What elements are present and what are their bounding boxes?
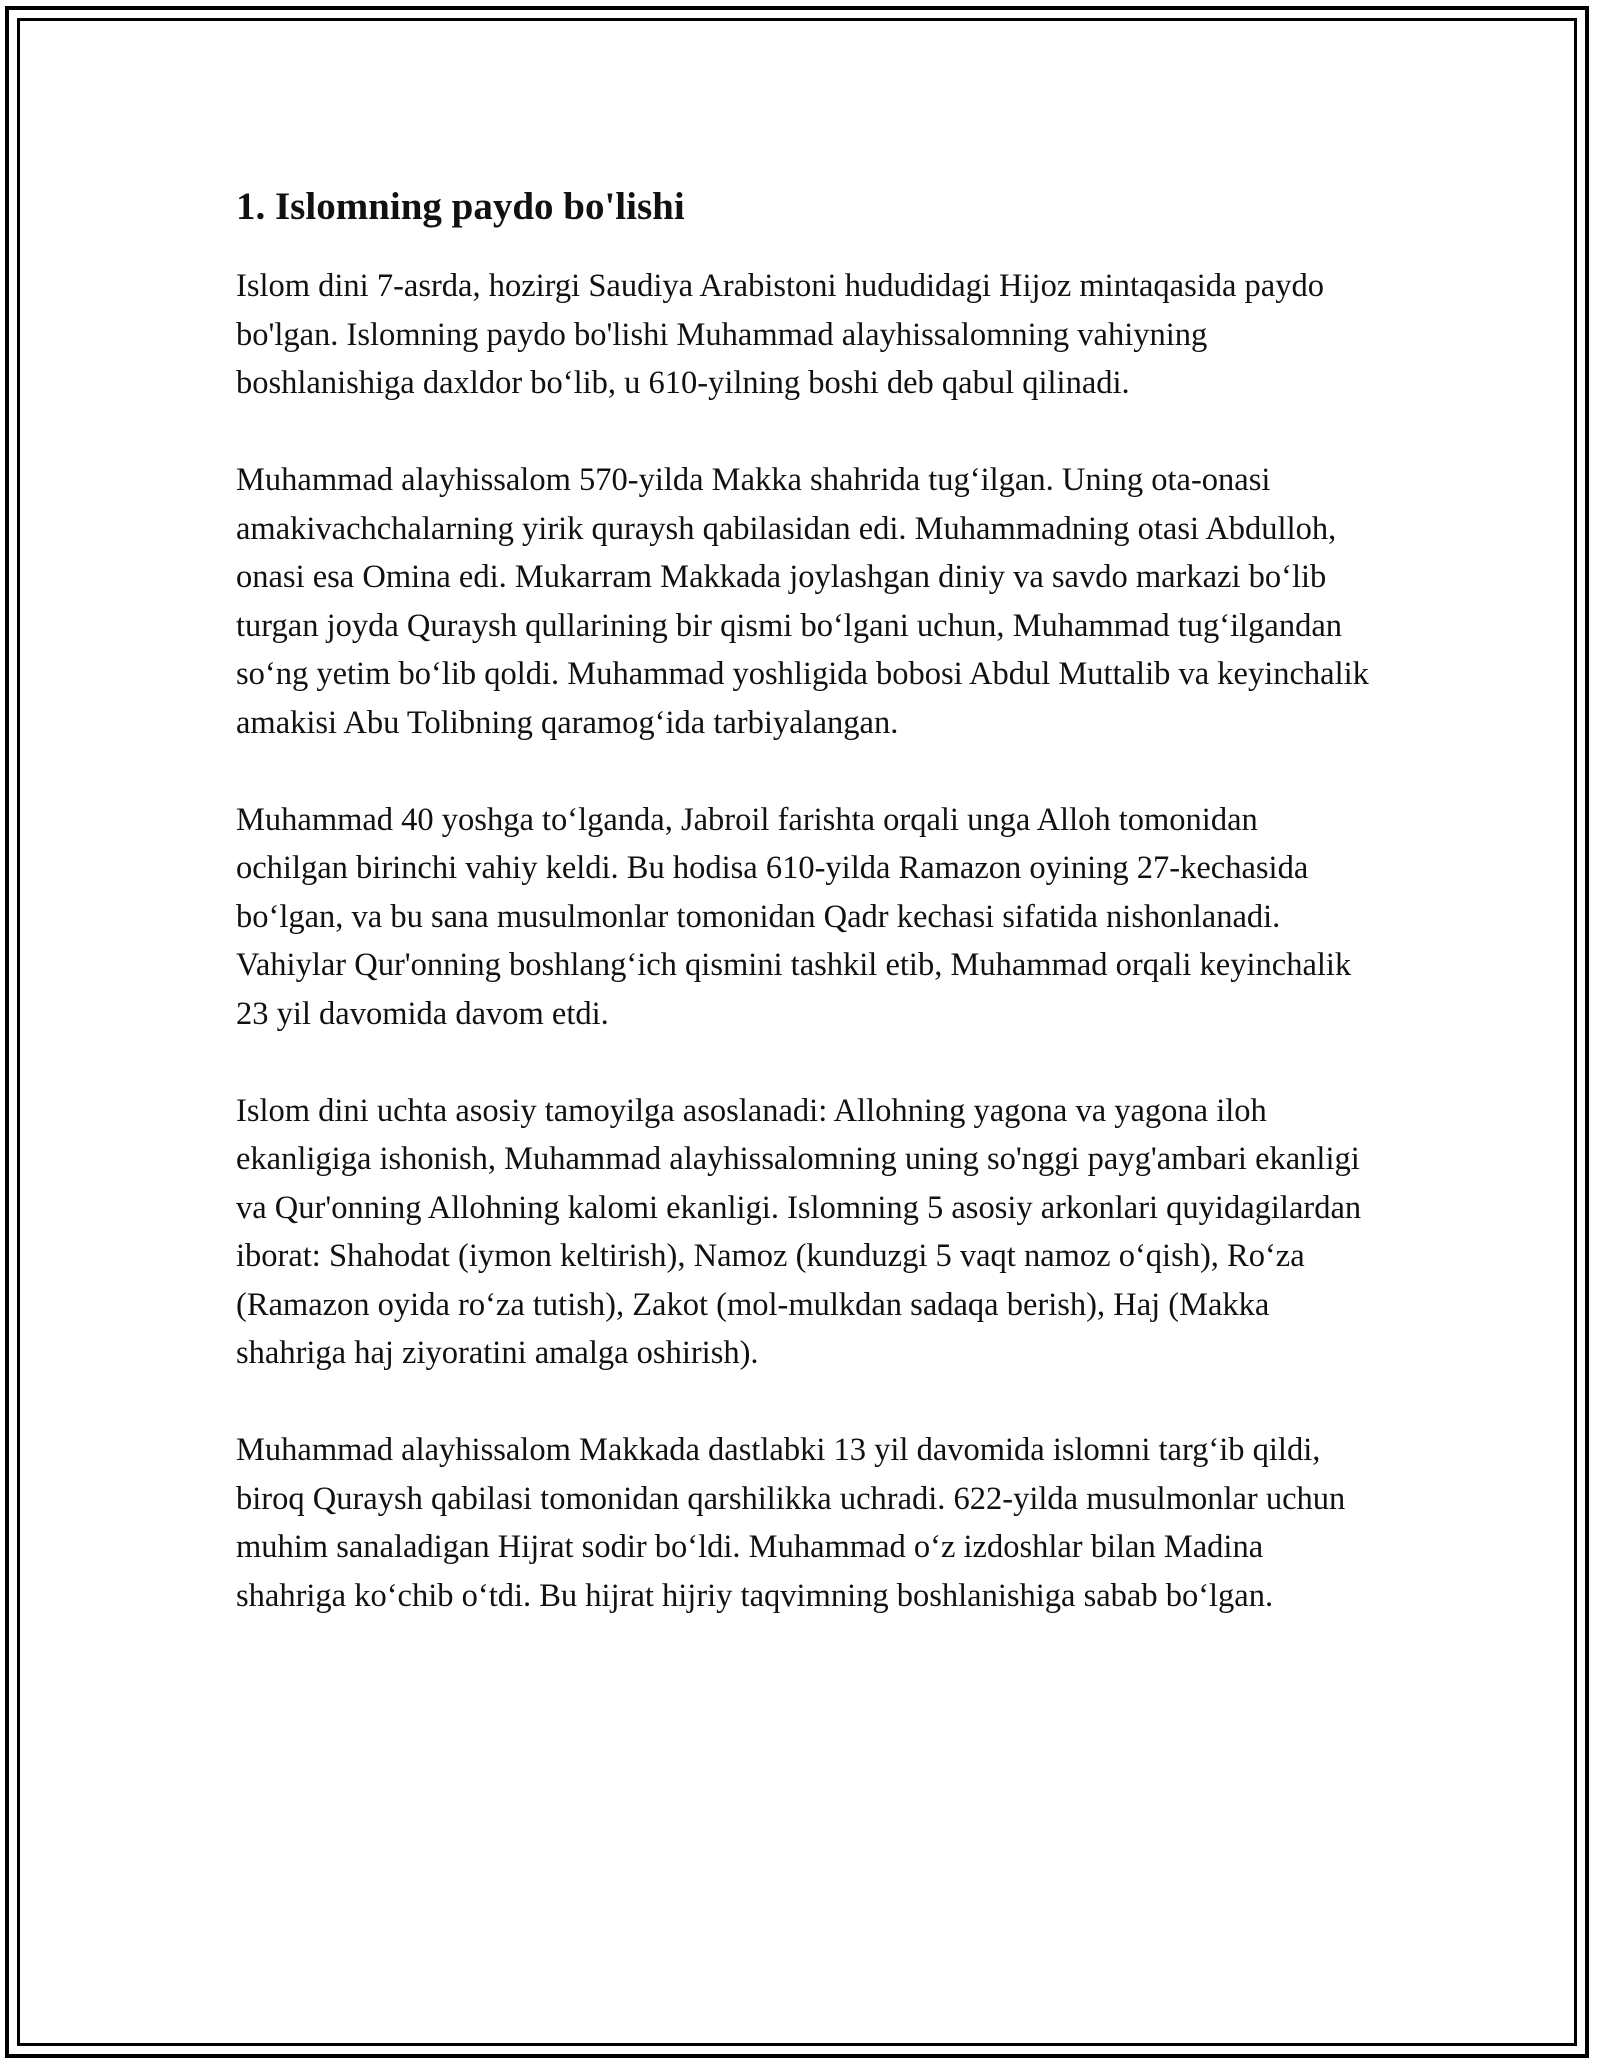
- paragraph-5: Muhammad alayhissalom Makkada dastlabki 13 yil davomida islomni targ‘ib qildi, biroq Quraysh qabilasi tomonidan qarshilikka uchradi. 622-yilda musulmonlar uchun muhim sanaladigan Hijrat sodir bo‘ldi. Muhammad o‘z izdoshlar bilan Madina shahriga ko‘chib o‘tdi. Bu hijrat hijriy taqvimning boshlanishiga sabab bo‘lgan.: [236, 1432, 1346, 1614]
- paragraph-3: Muhammad 40 yoshga to‘lganda, Jabroil farishta orqali unga Alloh tomonidan ochilgan birinchi vahiy keldi. Bu hodisa 610-yilda Ramazon oyining 27-kechasida bo‘lgan, va bu sana musulmonlar tomonidan Qadr kechasi sifatida nishonlanadi. Vahiylar Qur'onning boshlang‘ich qismini tashkil etib, Muhammad orqali keyinchalik 23 yil davomida davom etdi.: [236, 801, 1352, 1032]
- paragraph-4: Islom dini uchta asosiy tamoyilga asoslanadi: Allohning yagona va yagona iloh ekanligiga ishonish, Muhammad alayhissalomning uning so'nggi payg'ambari ekanligi va Qur'onning Allohning kalomi ekanligi. Islomning 5 asosiy arkonlari quyidagilardan iborat: Shahodat (iymon keltirish), Namoz (kunduzgi 5 vaqt namoz o‘qish), Ro‘za (Ramazon oyida ro‘za tutish), Zakot (mol-mulkdan sadaqa berish), Haj (Makka shahriga haj ziyoratini amalga oshirish).: [236, 1092, 1362, 1371]
- section-title: 1. Islomning paydo bo'lishi: [236, 185, 685, 228]
- paragraph-1: Islom dini 7-asrda, hozirgi Saudiya Arabistoni hududidagi Hijoz mintaqasida paydo bo'lgan. Islomning paydo bo'lishi Muhammad alayhissalomning vahiyning boshlanishiga daxldor bo‘lib, u 610-yilning boshi deb qabul qilinadi.: [236, 268, 1324, 401]
- paragraph-2: Muhammad alayhissalom 570-yilda Makka shahrida tug‘ilgan. Uning ota-onasi amakivachchalarning yirik quraysh qabilasidan edi. Muhammadning otasi Abdulloh, onasi esa Omina edi. Mukarram Makkada joylashgan diniy va savdo markazi bo‘lib turgan joyda Quraysh qullarining bir qismi bo‘lgani uchun, Muhammad tug‘ilgandan so‘ng yetim bo‘lib qoldi. Muhammad yoshligida bobosi Abdul Muttalib va keyinchalik amakisi Abu Tolibning qaramog‘ida tarbiyalangan.: [236, 462, 1369, 741]
- document-body: [236, 184, 1376, 1669]
